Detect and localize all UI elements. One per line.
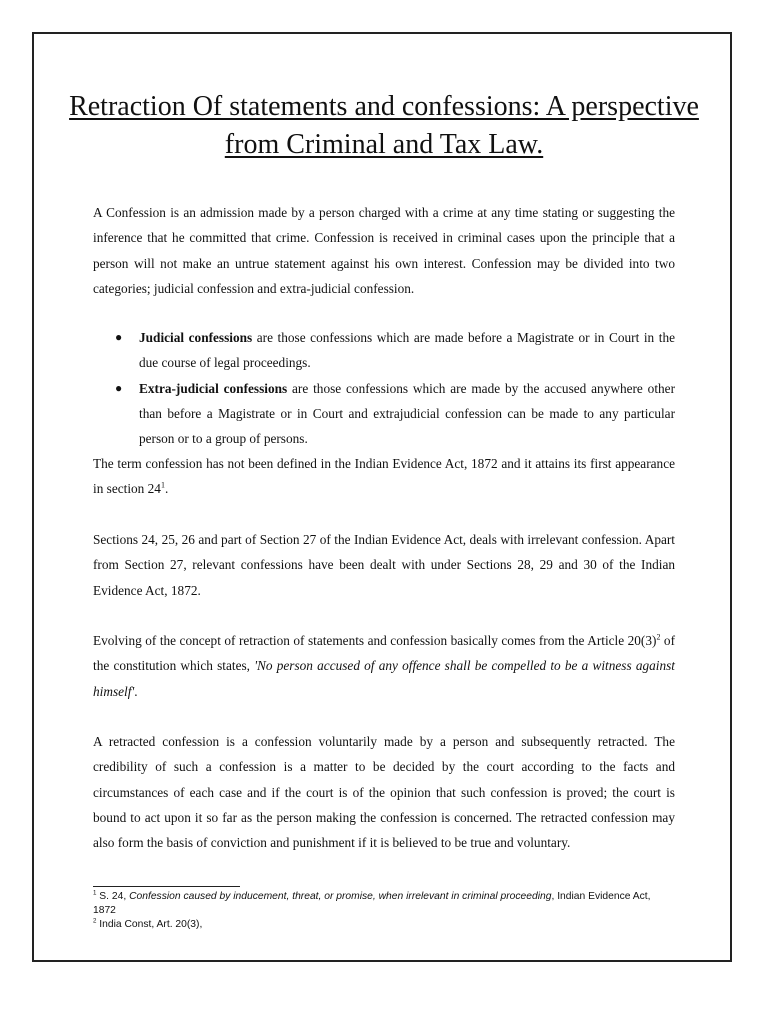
bullet-term: Judicial confessions <box>139 330 253 345</box>
bullet-text: are those confessions which are made by the accused anywhere other than before a Magistrate or in Court and extrajudicial confession can be made to any particular person or to a group of persons. <box>139 380 675 447</box>
bullet-term: Extra-judicial confessions <box>139 380 288 396</box>
paragraph-text: Evolving of the concept of retraction of statements and confession basically comes from the Article 20(3) <box>93 633 657 648</box>
footnote-ref-1: 1 <box>160 480 165 490</box>
list-item-judicial <box>93 325 675 376</box>
bullet-text: are those confessions which are made before a Magistrate or in Court in the due course of legal proceedings. <box>139 330 676 371</box>
confession-types-list <box>93 325 675 451</box>
paragraph-intro: A Confession is an admission made by a person charged with a crime at any time stating or suggesting the inference that he committed that crime. Confession is received in criminal cases upon the principle that a person will not make an untrue statement against his own interest. Confession may be divided into two categories; judicial confession and extra-judicial confession. <box>93 205 675 296</box>
footnote-number: 1 <box>93 889 97 897</box>
list-item-extra-judicial <box>93 376 675 452</box>
footnote-separator <box>93 886 240 887</box>
footnote-italic: Confession caused by inducement, threat, or promise, when irrelevant in criminal proceeding <box>129 891 552 902</box>
footnote-2 <box>93 918 675 932</box>
paragraph-end: . <box>164 481 169 497</box>
footnote-ref-2: 2 <box>656 632 661 642</box>
paragraph-article <box>93 628 675 704</box>
bullet-icon: ● <box>115 380 123 395</box>
paragraph-text: The term confession has not been defined in the Indian Evidence Act, 1872 and it attains its first appearance in section 24 <box>93 456 675 497</box>
paragraph-retracted: A retracted confession is a confession voluntarily made by a person and subsequently retracted. The credibility of such a confession is a matter to be decided by the court according to the facts and circumstances of each case and if the court is of the opinion that such confession is proved; the court is bound to act upon it so far as the person making the confession is concerned. The retracted confession may also form the basis of conviction and punishment if it is believed to be true and voluntary. <box>93 734 675 851</box>
footnote-prefix: S. 24, <box>96 891 130 902</box>
footnotes <box>93 890 675 932</box>
footnote-suffix: , Indian Evidence Act, 1872 <box>93 891 651 916</box>
paragraph-sections: Sections 24, 25, 26 and part of Section 27 of the Indian Evidence Act, deals with irrelevant confession. Apart from Section 27, relevant confessions have been dealt with under Sections 28, 29 and 30 of the Indian Evidence Act, 1872. <box>93 532 675 598</box>
constitution-quote: 'No person accused of any offence shall be compelled to be a witness against himself' <box>93 658 675 699</box>
footnote-number: 2 <box>93 917 97 925</box>
paragraph-definition <box>93 451 675 502</box>
footnote-1 <box>93 890 675 918</box>
paragraph-end: . <box>134 683 138 699</box>
footnote-text: India Const, Art. 20(3), <box>96 919 203 930</box>
paragraph-text-mid: of the constitution which states, <box>93 633 675 674</box>
bullet-icon: ● <box>115 330 123 344</box>
document-title: Retraction Of statements and confessions: A perspective from Criminal and Tax Law. <box>69 91 699 160</box>
